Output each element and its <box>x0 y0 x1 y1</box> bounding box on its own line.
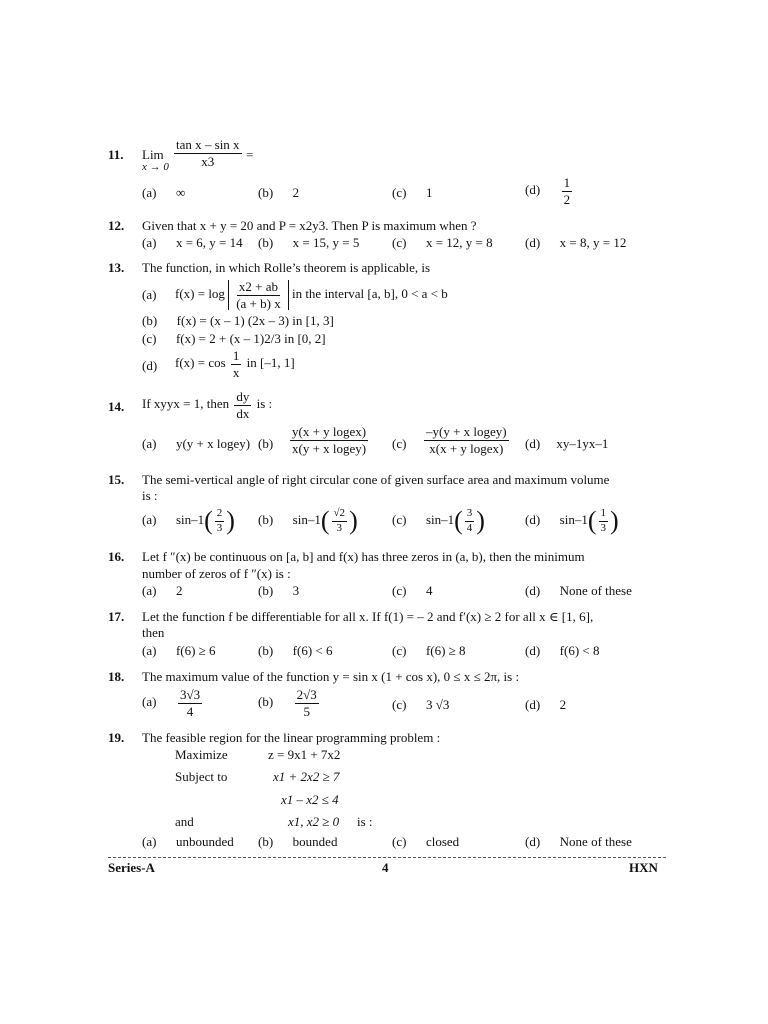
option-c[interactable]: (c) x = 12, y = 8 <box>392 235 493 250</box>
question-text: The maximum value of the function y = sin x (1 + cos x), 0 ≤ x ≤ 2π, is : <box>142 669 520 684</box>
option-b[interactable]: (b) x = 15, y = 5 <box>258 235 360 250</box>
question-text-line2: number of zeros of f ″(x) is : <box>142 566 291 581</box>
fraction-denominator: x3 <box>201 153 215 169</box>
option-a[interactable]: (a) ∞ <box>142 185 186 200</box>
question-number: 11. <box>108 147 124 162</box>
question-text-line2: then <box>142 625 165 640</box>
option-a-label[interactable]: (a) <box>142 287 157 302</box>
option-c[interactable]: (c) 3 √3 <box>392 697 450 712</box>
question-number: 13. <box>108 260 125 275</box>
constraint-3: x1, x2 ≥ 0 <box>288 814 340 829</box>
question-number: 12. <box>108 218 125 233</box>
option-d[interactable]: (d) xy–1yx–1 <box>525 436 609 451</box>
equals-sign: = <box>246 147 254 162</box>
option-d-label[interactable]: (d) <box>142 358 158 373</box>
fraction-numerator: tan x – sin x <box>176 137 240 152</box>
option-a-expression[interactable]: f(x) = log $\frac{x2 + ab}{(a + b) x}$ in the interval [a, b], 0 < a < b <box>175 279 448 311</box>
limit-fraction <box>172 138 244 168</box>
option-b[interactable]: (b) 2 <box>258 185 300 200</box>
subject-to-label: Subject to <box>175 769 228 784</box>
is-label: is : <box>357 814 373 829</box>
question-text: The function, in which Rolle’s theorem is applicable, is <box>142 260 431 275</box>
question-text: If xyyx = 1, then $\frac{dy}{dx}$ is : <box>142 389 273 421</box>
page-number: 4 <box>382 860 389 875</box>
question-number: 18. <box>108 669 125 684</box>
question-number: 17. <box>108 609 125 624</box>
footer-divider <box>108 857 666 858</box>
option-a[interactable]: (a) unbounded <box>142 834 234 849</box>
limit-subscript: x → 0 <box>142 161 169 173</box>
constraint-1: x1 + 2x2 ≥ 7 <box>273 769 340 784</box>
option-b[interactable]: (b) bounded <box>258 834 338 849</box>
option-d[interactable]: (d) x = 8, y = 12 <box>525 235 627 250</box>
option-d[interactable]: (d) None of these <box>525 834 632 849</box>
option-b[interactable]: (b) sin–1( $\frac{√2}{3}$ ) <box>258 506 358 536</box>
option-d[interactable]: (d) None of these <box>525 583 632 598</box>
and-label: and <box>175 814 194 829</box>
objective-function: z = 9x1 + 7x2 <box>268 747 341 762</box>
option-a[interactable]: (a) $\frac{3√3}{4}$ <box>142 687 201 719</box>
option-d-expression[interactable]: f(x) = cos $\frac{1}{x}$ in [–1, 1] <box>175 348 295 380</box>
question-number: 15. <box>108 472 125 487</box>
question-number: 16. <box>108 549 125 564</box>
option-c[interactable]: (c) f(6) ≥ 8 <box>392 643 466 658</box>
question-text: The feasible region for the linear programming problem : <box>142 730 441 745</box>
maximize-label: Maximize <box>175 747 228 762</box>
option-b-expression[interactable]: $\frac{\text{y(x + y logex)}}{\text{x(y + x logey)}}$ <box>292 424 367 456</box>
option-c[interactable]: (c) closed <box>392 834 460 849</box>
option-b[interactable]: (b) f(6) < 6 <box>258 643 333 658</box>
option-c[interactable]: (c) sin–1( $\frac{3}{4}$ ) <box>392 506 485 536</box>
option-d[interactable]: (d) 2 <box>525 697 567 712</box>
option-a[interactable]: (a) x = 6, y = 14 <box>142 235 243 250</box>
option-c[interactable]: (c) 1 <box>392 185 433 200</box>
option-d[interactable]: (d) $\frac{1}{2}$ <box>525 175 571 207</box>
option-b[interactable]: (b) 3 <box>258 583 300 598</box>
question-number: 19. <box>108 730 125 745</box>
option-d[interactable]: (d) sin–1( $\frac{1}{3}$ ) <box>525 506 619 536</box>
option-d[interactable]: (d) f(6) < 8 <box>525 643 600 658</box>
question-text-line1: Let the function f be differentiable for all x. If f(1) = – 2 and f′(x) ≥ 2 for all x ∈ [1, 6], <box>142 609 594 624</box>
option-c[interactable]: (c) 4 <box>392 583 433 598</box>
constraint-2: x1 – x2 ≤ 4 <box>281 792 339 807</box>
option-c-expression[interactable]: $\frac{\text{–y(y + x logey)}}{\text{x(x + y logex)}}$ <box>426 424 507 456</box>
footer-code: HXN <box>629 860 658 875</box>
option-c-label[interactable]: (c) <box>392 436 407 451</box>
option-a[interactable]: (a) sin–1( $\frac{2}{3}$ ) <box>142 506 235 536</box>
question-number: 14. <box>108 399 125 414</box>
option-a[interactable]: (a) f(6) ≥ 6 <box>142 643 216 658</box>
option-a[interactable]: (a) y(y + x logey) <box>142 436 251 451</box>
option-b[interactable]: (b) $\frac{2√3}{5}$ <box>258 687 317 719</box>
option-b[interactable]: (b) f(x) = (x – 1) (2x – 3) in [1, 3] <box>142 313 334 328</box>
question-text-line1: The semi-vertical angle of right circular cone of given surface area and maximum volume <box>142 472 610 487</box>
footer-series: Series-A <box>108 860 155 875</box>
option-c[interactable]: (c) f(x) = 2 + (x – 1)2/3 in [0, 2] <box>142 331 326 346</box>
question-text-line2: is : <box>142 488 158 503</box>
question-text: Given that x + y = 20 and P = x2y3. Then P is maximum when ? <box>142 218 477 233</box>
option-a[interactable]: (a) 2 <box>142 583 183 598</box>
limit-label: Lim <box>142 147 164 162</box>
question-text-line1: Let f ″(x) be continuous on [a, b] and f(x) has three zeros in (a, b), then the minimum <box>142 549 585 564</box>
option-b-label[interactable]: (b) <box>258 436 274 451</box>
